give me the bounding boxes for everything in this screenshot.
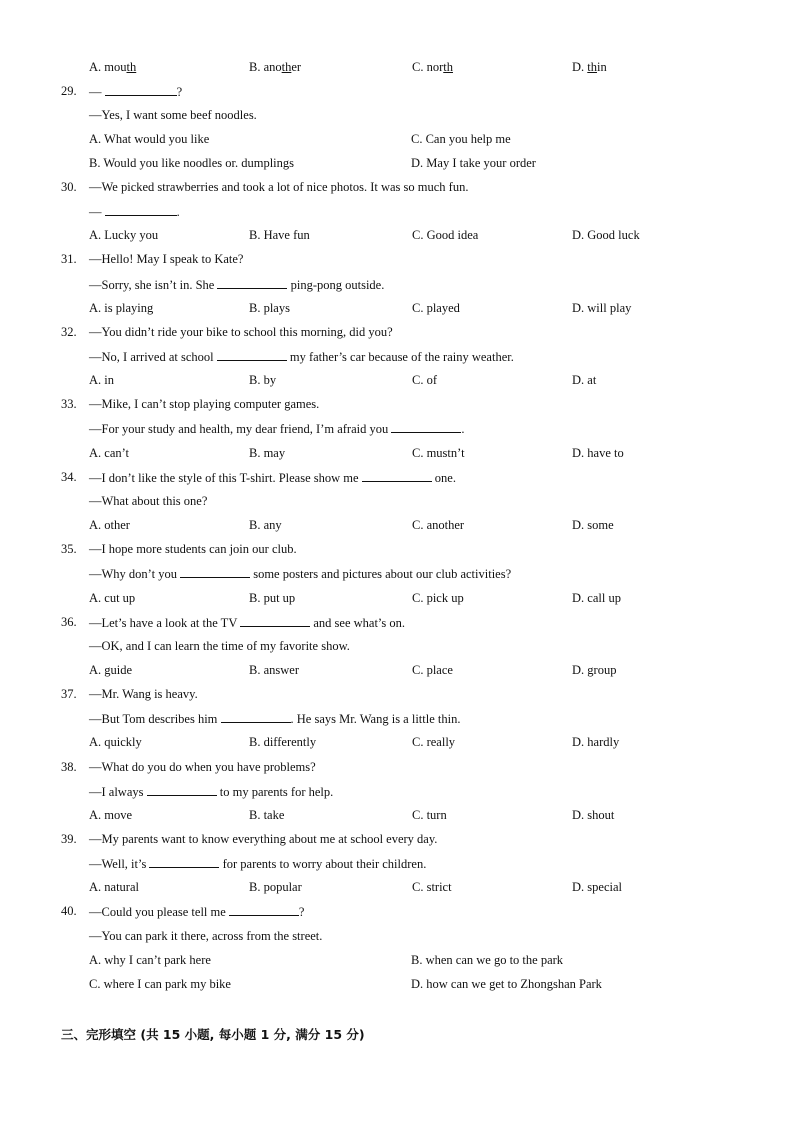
option-b: B. put up [249, 591, 296, 605]
dialog-line: —What do you do when you have problems? [89, 760, 316, 774]
question-number: 34. [61, 470, 77, 484]
answer-blank [240, 614, 310, 627]
option-c: C. mustn’t [412, 446, 465, 460]
underlined-letters: th [443, 60, 453, 74]
option-b: B. when can we go to the park [411, 953, 564, 967]
dialog-line: —Mike, I can’t stop playing computer games. [89, 397, 320, 411]
dialog-text: —For your study and health, my dear friend, I’m afraid you [89, 422, 392, 436]
option-text: er [291, 60, 302, 74]
dialog-text: —I always [89, 785, 147, 799]
question-line [89, 83, 182, 100]
dialog-line: —What about this one? [89, 494, 208, 508]
dialog-text: —Well, it’s [89, 857, 150, 871]
question-number: 29. [61, 84, 77, 98]
option-a: A. other [89, 518, 130, 532]
option-text: C. nor [412, 60, 444, 74]
option-c: C. where I can park my bike [89, 977, 231, 991]
underlined-letters: th [281, 60, 292, 74]
dialog-line: —You can park it there, across from the street. [89, 929, 323, 943]
question-line [89, 565, 511, 582]
dialog-text: . He says Mr. Wang is a little thin. [290, 712, 461, 726]
option-text: in [597, 60, 607, 74]
option-b: B. Have fun [249, 228, 310, 242]
option-c: C. played [412, 301, 460, 315]
option-d: D. hardly [572, 735, 620, 749]
dialog-text: one. [431, 471, 456, 485]
dialog-line: —You didn’t ride your bike to school this morning, did you? [89, 325, 393, 339]
option-c: C. Can you help me [411, 132, 511, 146]
underlined-letters: th [126, 60, 137, 74]
dialog-text: —Could you please tell me [89, 905, 229, 919]
option-c: C. another [412, 518, 465, 532]
question-number: 37. [61, 687, 77, 701]
option-d: D. have to [572, 446, 624, 460]
answer-blank [362, 469, 432, 482]
option-d: D. May I take your order [411, 156, 536, 170]
question-line [89, 469, 456, 486]
question-line [89, 903, 304, 920]
answer-blank [229, 903, 299, 916]
answer-blank [180, 565, 250, 578]
option-c: C. pick up [412, 591, 464, 605]
top-option-a [89, 59, 136, 75]
question-line [89, 276, 384, 293]
question-line [89, 710, 460, 727]
option-c: C. turn [412, 808, 447, 822]
option-a: A. quickly [89, 735, 142, 749]
answer-blank [217, 276, 287, 289]
question-line [89, 348, 514, 365]
option-b: B. may [249, 446, 286, 460]
dialog-text: ping-pong outside. [287, 278, 385, 292]
dialog-text: . [461, 422, 465, 436]
option-a: A. cut up [89, 591, 136, 605]
option-a: A. Lucky you [89, 228, 159, 242]
option-text: D. [572, 60, 588, 74]
dialog-text: . [176, 205, 180, 219]
dialog-text: my father’s car because of the rainy weather. [286, 350, 514, 364]
dialog-text: — [89, 205, 105, 219]
question-line [89, 420, 464, 437]
question-number: 30. [61, 180, 77, 194]
option-c: C. of [412, 373, 437, 387]
question-line [89, 783, 333, 800]
dialog-text: —Let’s have a look at the TV [89, 616, 241, 630]
dialog-line: —Hello! May I speak to Kate? [89, 252, 244, 266]
answer-blank [391, 420, 461, 433]
option-a: A. move [89, 808, 133, 822]
dialog-text: ? [298, 905, 305, 919]
dialog-text: and see what’s on. [310, 616, 406, 630]
option-b: B. differently [249, 735, 317, 749]
question-number: 31. [61, 252, 77, 266]
dialog-text: —But Tom describes him [89, 712, 221, 726]
dialog-line: —Yes, I want some beef noodles. [89, 108, 257, 122]
dialog-line: —We picked strawberries and took a lot of nice photos. It was so much fun. [89, 180, 469, 194]
option-b: B. plays [249, 301, 290, 315]
dialog-line: —Mr. Wang is heavy. [89, 687, 198, 701]
dialog-text: —Why don’t you [89, 567, 181, 581]
underlined-letters: th [587, 60, 598, 74]
option-d: D. special [572, 880, 622, 894]
dialog-text: —No, I arrived at school [89, 350, 217, 364]
question-number: 40. [61, 904, 77, 918]
option-d: D. call up [572, 591, 621, 605]
option-c: C. really [412, 735, 456, 749]
option-d: D. how can we get to Zhongshan Park [411, 977, 602, 991]
option-text: A. mou [89, 60, 127, 74]
dialog-text: —Sorry, she isn’t in. She [89, 278, 218, 292]
option-b: B. take [249, 808, 285, 822]
option-c: C. place [412, 663, 453, 677]
section-heading: 三、完形填空 (共 15 小题, 每小题 1 分, 满分 15 分) [61, 1027, 365, 1042]
option-text: B. ano [249, 60, 282, 74]
option-b: B. any [249, 518, 282, 532]
answer-blank [105, 83, 177, 96]
dialog-text: ? [176, 85, 183, 99]
option-a: A. What would you like [89, 132, 210, 146]
dialog-text: for parents to worry about their children. [219, 857, 427, 871]
dialog-text: —I don’t like the style of this T-shirt. Please show me [89, 471, 362, 485]
option-d: D. shout [572, 808, 615, 822]
option-a: A. can’t [89, 446, 130, 460]
question-number: 35. [61, 542, 77, 556]
answer-blank [149, 855, 219, 868]
option-a: A. is playing [89, 301, 154, 315]
question-line [89, 855, 426, 872]
option-a: A. guide [89, 663, 133, 677]
option-d: D. Good luck [572, 228, 640, 242]
top-option-c [412, 59, 453, 75]
question-number: 33. [61, 397, 77, 411]
option-b: B. answer [249, 663, 299, 677]
question-number: 39. [61, 832, 77, 846]
option-d: D. some [572, 518, 614, 532]
top-option-d [572, 59, 607, 75]
option-a: A. natural [89, 880, 139, 894]
answer-blank [147, 783, 217, 796]
dialog-line: —I hope more students can join our club. [89, 542, 297, 556]
answer-blank [221, 710, 291, 723]
option-b: B. by [249, 373, 277, 387]
question-line [89, 614, 405, 631]
dialog-line: —OK, and I can learn the time of my favorite show. [89, 639, 350, 653]
answer-blank [105, 203, 177, 216]
option-a: A. in [89, 373, 114, 387]
top-option-b [249, 59, 301, 75]
question-number: 32. [61, 325, 77, 339]
question-number: 36. [61, 615, 77, 629]
option-d: D. will play [572, 301, 632, 315]
option-d: D. group [572, 663, 617, 677]
option-b: B. popular [249, 880, 302, 894]
option-c: C. strict [412, 880, 452, 894]
option-a: A. why I can’t park here [89, 953, 211, 967]
dialog-text: some posters and pictures about our club activities? [250, 567, 512, 581]
dialog-line: —My parents want to know everything about me at school every day. [89, 832, 438, 846]
option-b: B. Would you like noodles or. dumplings [89, 156, 295, 170]
answer-blank [217, 348, 287, 361]
option-c: C. Good idea [412, 228, 479, 242]
dialog-text: — [89, 85, 105, 99]
question-line [89, 203, 180, 220]
dialog-text: to my parents for help. [216, 785, 334, 799]
option-d: D. at [572, 373, 597, 387]
question-number: 38. [61, 760, 77, 774]
